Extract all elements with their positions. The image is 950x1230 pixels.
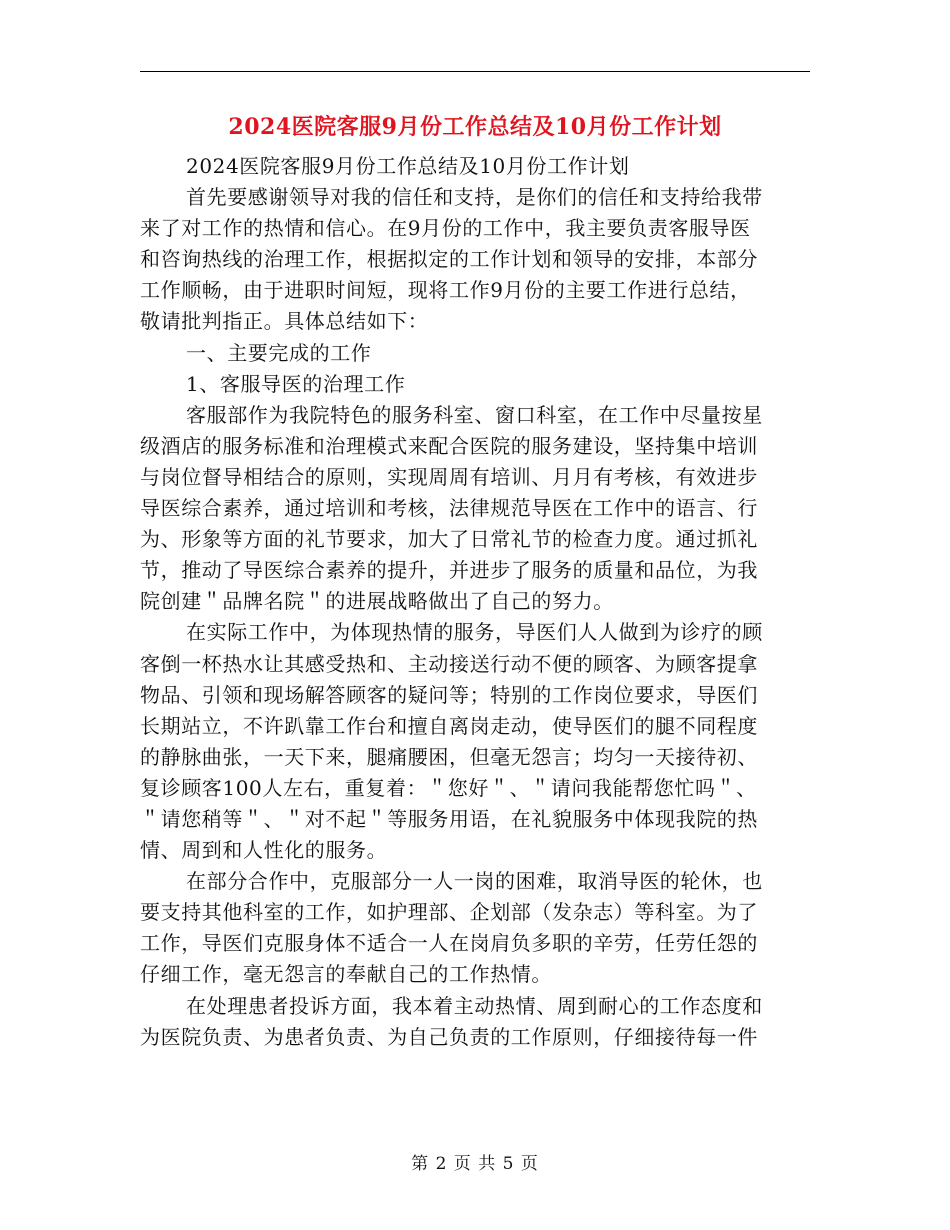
text-line: 客服部作为我院特色的服务科室、窗口科室，在工作中尽量按星	[186, 402, 763, 427]
text-line: ＂请您稍等＂、＂对不起＂等服务用语，在礼貌服务中体现我院的热	[140, 806, 758, 831]
text-line: 2024医院客服9月份工作总结及10月份工作计划	[186, 154, 630, 178]
text-line: 导医综合素养，通过培训和考核，法律规范导医在工作中的语言、行	[140, 496, 758, 521]
page-footer: 第 2 页 共 5 页	[411, 1154, 539, 1174]
text-line: 与岗位督导相结合的原则，实现周周有培训、月月有考核，有效进步	[140, 464, 758, 489]
text-line: 长期站立，不许趴靠工作台和擅自离岗走动，使导医们的腿不同程度	[140, 713, 758, 738]
header-rule	[140, 71, 810, 72]
text-line: 节，推动了导医综合素养的提升，并进步了服务的质量和品位，为我	[140, 558, 758, 583]
text-line: 物品、引领和现场解答顾客的疑问等；特别的工作岗位要求，导医们	[140, 682, 758, 707]
text-line: 工作顺畅，由于进职时间短，现将工作9月份的主要工作进行总结，	[140, 278, 751, 303]
text-line: 级酒店的服务标准和治理模式来配合医院的服务建设，坚持集中培训	[140, 433, 758, 458]
text-line: 工作，导医们克服身体不适合一人在岗肩负多职的辛劳，任劳任怨的	[140, 931, 758, 956]
text-line: 院创建＂品牌名院＂的进展战略做出了自己的努力。	[140, 589, 614, 614]
text-line: 仔细工作，毫无怨言的奉献自己的工作热情。	[140, 962, 552, 987]
text-line: 要支持其他科室的工作，如护理部、企划部（发杂志）等科室。为了	[140, 900, 758, 925]
text-line: 1、客服导医的治理工作	[186, 371, 406, 396]
text-line: 在部分合作中，克服部分一人一岗的困难，取消导医的轮休，也	[186, 869, 763, 894]
text-line: 在实际工作中，为体现热情的服务，导医们人人做到为诊疗的顾	[186, 620, 763, 645]
text-line: 客倒一杯热水让其感受热和、主动接送行动不便的顾客、为顾客提拿	[140, 651, 758, 676]
text-line: 为医院负责、为患者负责、为自己负责的工作原则，仔细接待每一件	[140, 1024, 758, 1049]
text-line: 情、周到和人性化的服务。	[140, 838, 388, 863]
text-line: 敬请批判指正。具体总结如下：	[140, 309, 429, 334]
text-line: 一、主要完成的工作	[186, 340, 372, 365]
text-line: 复诊顾客100人左右，重复着：＂您好＂、＂请问我能帮您忙吗＂、	[140, 775, 757, 800]
text-line: 的静脉曲张，一天下来，腿痛腰困，但毫无怨言；均匀一天接待初、	[140, 744, 758, 769]
text-line: 和咨询热线的治理工作，根据拟定的工作计划和领导的安排，本部分	[140, 247, 758, 272]
text-line: 为、形象等方面的礼节要求，加大了日常礼节的检查力度。通过抓礼	[140, 527, 758, 552]
text-line: 在处理患者投诉方面，我本着主动热情、周到耐心的工作态度和	[186, 993, 763, 1018]
document-title: 2024医院客服9月份工作总结及10月份工作计划	[228, 114, 722, 140]
text-line: 来了对工作的热情和信心。在9月份的工作中，我主要负责客服导医	[140, 216, 751, 241]
text-line: 首先要感谢领导对我的信任和支持，是你们的信任和支持给我带	[186, 185, 763, 210]
document-body	[140, 151, 812, 1053]
